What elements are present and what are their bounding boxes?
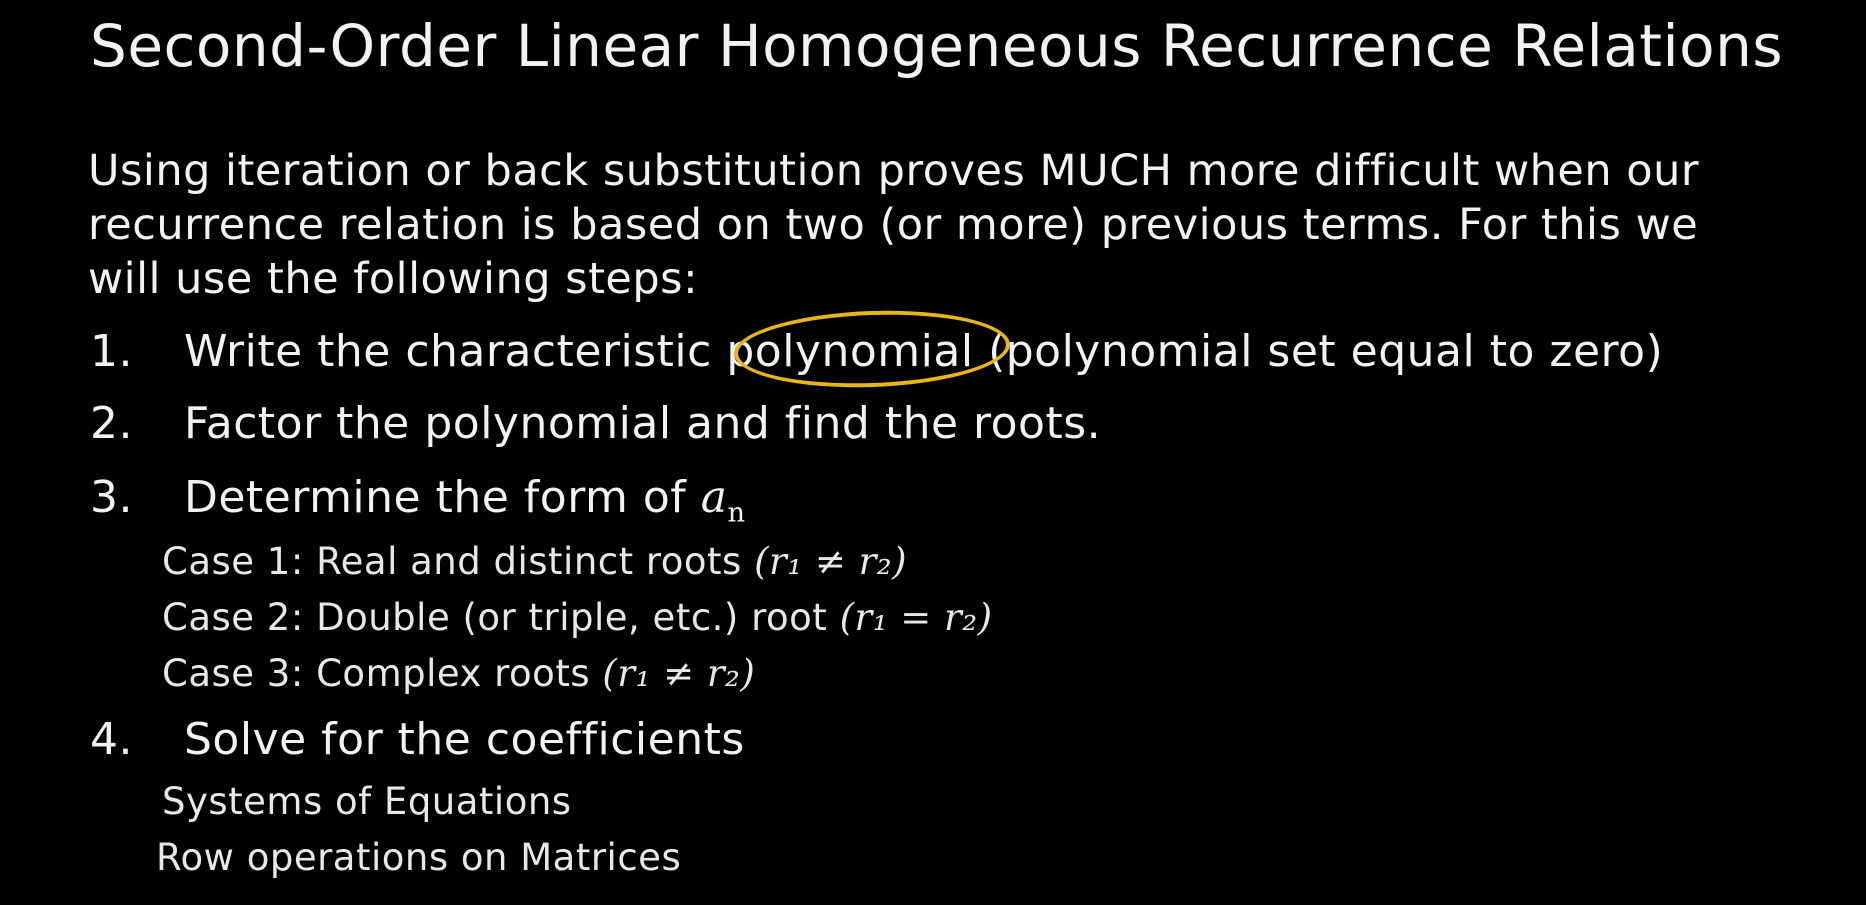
step-1-note: (polynomial set equal to zero) (988, 326, 1664, 377)
method-2: Row operations on Matrices (156, 836, 682, 879)
step-3-variable: $a_n$ (700, 472, 746, 529)
step-3 (90, 472, 746, 529)
case-3-text: Complex roots (316, 652, 591, 695)
highlight-circle (733, 306, 1011, 392)
case-3-label: Case 3: (162, 652, 304, 695)
case-1-text: Real and distinct roots (316, 540, 742, 583)
case-1-condition: (r₁ ≠ r₂) (754, 540, 908, 583)
step-1-number: 1. (90, 326, 133, 377)
intro-line-1: Using iteration or back substitution proves MUCH more difficult when our (88, 146, 1700, 196)
step-4-text: Solve for the coefficients (183, 714, 745, 765)
step-3-number: 3. (90, 472, 133, 523)
step-1-highlight: polynomial (726, 326, 974, 377)
step-4-number: 4. (90, 714, 133, 765)
step-1-text: Write the characteristic (183, 326, 712, 377)
step-2 (90, 398, 1101, 449)
intro-line-3: will use the following steps: (88, 254, 699, 304)
step-3-text: Determine the form of (183, 472, 687, 523)
case-3-condition: (r₁ ≠ r₂) (602, 652, 756, 695)
slide-title: Second-Order Linear Homogeneous Recurrence Relations (90, 12, 1784, 80)
case-2 (162, 596, 993, 639)
step-2-number: 2. (90, 398, 133, 449)
intro-line-2: recurrence relation is based on two (or more) previous terms. For this we (88, 200, 1699, 250)
case-2-text: Double (or triple, etc.) root (316, 596, 828, 639)
case-2-label: Case 2: (162, 596, 304, 639)
case-1 (162, 540, 907, 583)
step-2-text: Factor the polynomial and find the roots. (183, 398, 1102, 449)
case-3 (162, 652, 755, 695)
case-2-condition: (r₁ = r₂) (839, 596, 993, 639)
step-4 (90, 714, 745, 765)
method-1: Systems of Equations (162, 780, 572, 823)
case-1-label: Case 1: (162, 540, 304, 583)
